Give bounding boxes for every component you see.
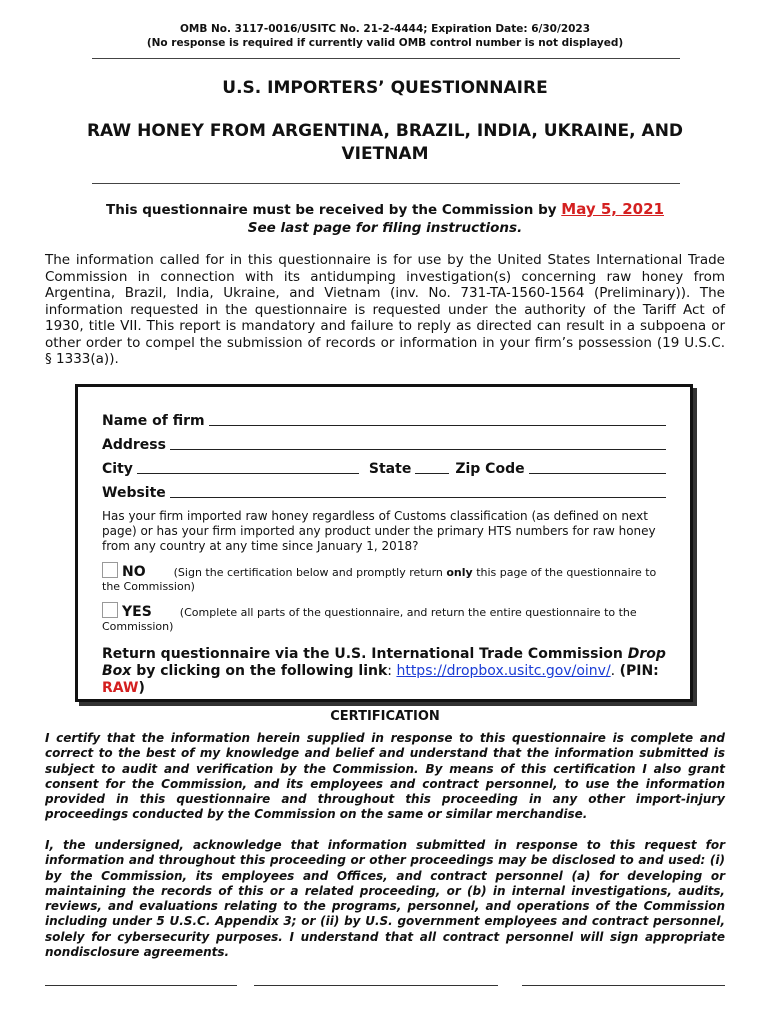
address-field[interactable]	[170, 435, 666, 450]
website-label: Website	[102, 485, 166, 501]
filing-instructions-note: See last page for filing instructions.	[247, 220, 523, 236]
deadline-notice	[0, 200, 770, 237]
firm-info-box	[75, 384, 693, 702]
no-note: (Sign the certification below and promptly return only this page of the questionnaire to the Commission)	[102, 566, 657, 593]
option-no	[102, 562, 672, 594]
signature-line-3[interactable]	[522, 985, 725, 986]
dropbox-link[interactable]: https://dropbox.usitc.gov/oinv/	[396, 663, 611, 679]
drop-box-text: Drop Box	[102, 646, 666, 679]
address-row	[102, 429, 672, 453]
deadline-text: This questionnaire must be received by the Commission by	[106, 202, 562, 218]
website-row	[102, 477, 672, 501]
website-field[interactable]	[170, 483, 666, 498]
certification-title: CERTIFICATION	[330, 709, 440, 724]
city-field[interactable]	[137, 459, 359, 474]
zip-field[interactable]	[529, 459, 666, 474]
omb-header	[0, 22, 770, 50]
state-label: State	[368, 461, 412, 477]
questionnaire-subject: RAW HONEY FROM ARGENTINA, BRAZIL, INDIA, UKRAINE, AND VIETNAM	[86, 121, 684, 164]
signature-line-2[interactable]	[254, 985, 498, 986]
yes-checkbox[interactable]	[102, 602, 118, 618]
firm-name-field[interactable]	[209, 411, 666, 426]
city-label: City	[102, 461, 133, 477]
zip-label: Zip Code	[455, 461, 525, 477]
pin-value: RAW	[102, 680, 139, 696]
option-yes	[102, 602, 672, 634]
state-field[interactable]	[415, 459, 449, 474]
no-label: NO	[122, 564, 146, 580]
certification-paragraph-2: I, the undersigned, acknowledge that information submitted in response to this request for information and throughout this proceeding or other proceedings may be disclosed to and used: (i) by the Commission, its employees and Offices, and contract personnel (a) for developing or maintaining the records of this or a related proceeding, or (b) in internal investigations, audits, reviews, and evaluations relating to the programs, personnel, and operations of the Commission including under 5 U.S.C. Appendix 3; or (ii) by U.S. government employees and contract personnel, solely for cybersecurity purposes. I understand that all contract personnel will sign appropriate nondisclosure agreements.	[45, 838, 725, 960]
omb-number: OMB No. 3117-0016/USITC No. 21-2-4444; Expiration Date: 6/30/2023	[179, 23, 591, 35]
firm-name-row	[102, 405, 672, 429]
yes-note: (Complete all parts of the questionnaire, and return the entire questionnaire to the Commission)	[102, 606, 637, 633]
address-label: Address	[102, 437, 166, 453]
page-title: U.S. IMPORTERS’ QUESTIONNAIRE	[222, 78, 548, 98]
top-divider	[92, 58, 680, 59]
city-state-zip-row	[102, 453, 672, 477]
intro-paragraph: The information called for in this questionnaire is for use by the United States International Trade Commission in connection with its antidumping investigation(s) concerning raw honey from Argentina, Brazil, India, Ukraine, and Vietnam (inv. No. 731-TA-1560-1564 (Preliminary)). The information requested in the questionnaire is requested under the authority of the Tariff Act of 1930, title VII. This report is mandatory and failure to reply as directed can result in a subpoena or other order to compel the submission of records or information in your firm’s possession (19 U.S.C. § 1333(a)).	[45, 252, 725, 367]
import-question: Has your firm imported raw honey regardless of Customs classification (as defined on next page) or has your firm imported any product under the primary HTS numbers for raw honey from any country at any time since January 1, 2018?	[102, 509, 656, 553]
no-checkbox[interactable]	[102, 562, 118, 578]
title-divider	[92, 183, 680, 184]
omb-note: (No response is required if currently valid OMB control number is not displayed)	[146, 37, 624, 49]
firm-name-label: Name of firm	[102, 413, 205, 429]
deadline-date: May 5, 2021	[561, 200, 664, 218]
signature-line-1[interactable]	[45, 985, 237, 986]
certification-paragraph-1: I certify that the information herein supplied in response to this questionnaire is complete and correct to the best of my knowledge and belief and understand that the information submitted is subject to audit and verification by the Commission. By means of this certification I also grant consent for the Commission, and its employees and contract personnel, to use the information provided in this questionnaire and throughout this proceeding in any other import-injury proceedings conducted by the Commission on the same or similar merchandise.	[45, 731, 725, 822]
yes-label: YES	[122, 604, 152, 620]
return-instructions: Return questionnaire via the U.S. International Trade Commission Drop Box by clicking on the following link: https://dropbox.usitc.gov/oinv/. (PIN: RAW)	[102, 646, 666, 696]
